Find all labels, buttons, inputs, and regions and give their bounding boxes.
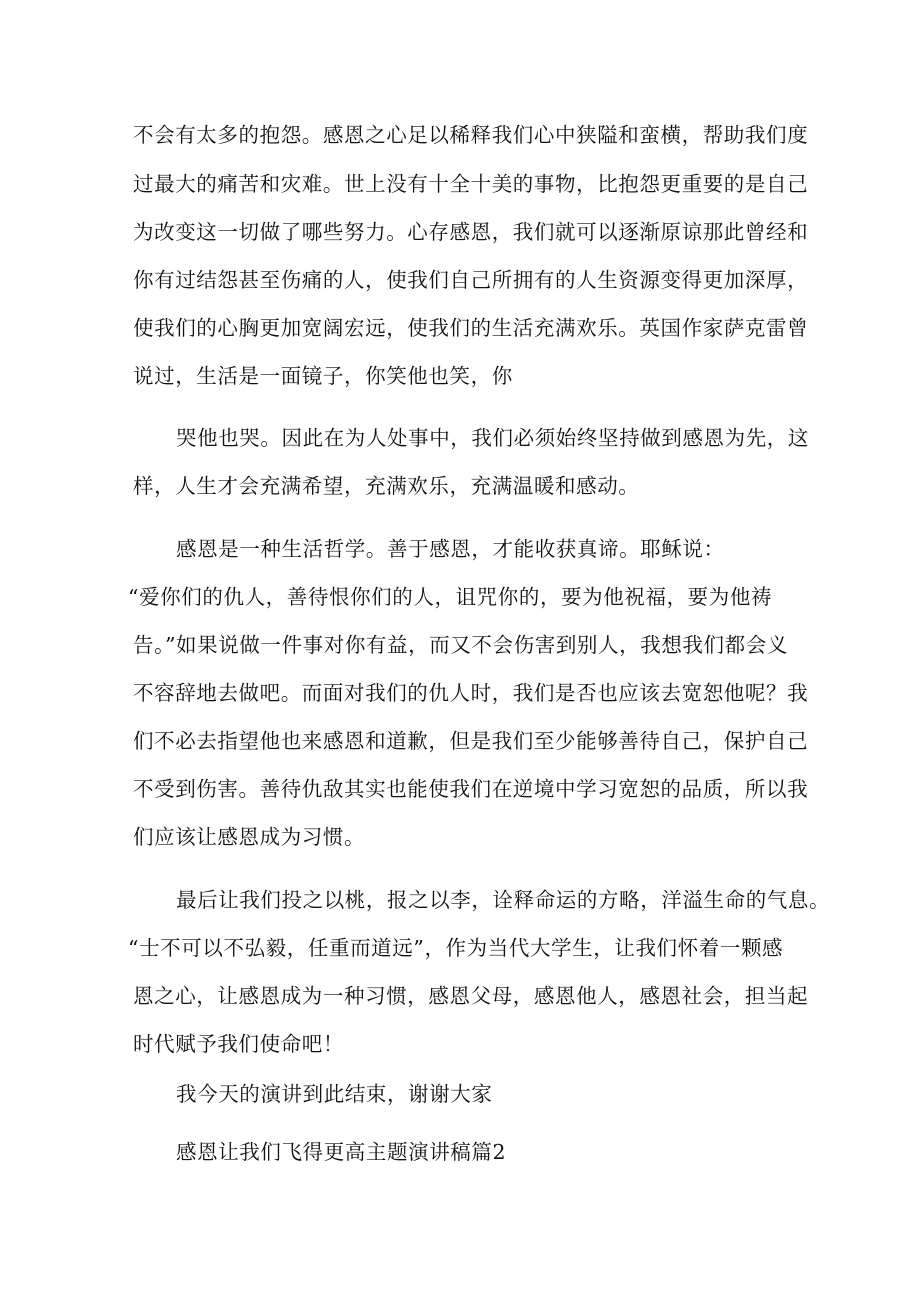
text-line: 恩之心，让感恩成为一种习惯，感恩父母，感恩他人，感恩社会，担当起 [133,984,809,1008]
paragraph-start: 感恩是一种生活哲学。善于感恩，才能收获真谛。耶稣说： [176,537,725,561]
text-line: 们不必去指望他也来感恩和道歉，但是我们至少能够善待自己，保护自己 [133,729,809,753]
text-line: 不会有太多的抱怨。感恩之心足以稀释我们心中狭隘和蛮横，帮助我们度 [133,123,809,147]
text-line: “士不可以不弘毅，任重而道远”，作为当代大学生，让我们怀着一颗感 [128,936,784,960]
text-line: 告。”如果说做一件事对你有益，而又不会伤害到别人，我想我们都会义 [133,633,788,657]
text-line: 说过，生活是一面镜子，你笑他也笑，你 [133,364,513,388]
text-line: 不受到伤害。善待仇敌其实也能使我们在逆境中学习宽恕的品质，所以我 [133,777,809,801]
text-line: “爱你们的仇人，善待恨你们的人，诅咒你的，要为他祝福，要为他祷 [128,585,773,609]
paragraph-start: 哭他也哭。因此在为人处事中，我们必须始终坚持做到感恩为先，这 [176,426,809,450]
paragraph-start: 最后让我们投之以桃，报之以李，诠释命运的方略，洋溢生命的气息。 [176,888,831,912]
text-line: 为改变这一切做了哪些努力。心存感恩，我们就可以逐渐原谅那此曾经和 [133,220,809,244]
text-line: 你有过结怨甚至伤痛的人，使我们自己所拥有的人生资源变得更加深厚， [133,268,809,292]
text-line: 过最大的痛苦和灾难。世上没有十全十美的事物，比抱怨更重要的是自己 [133,172,809,196]
section-heading: 感恩让我们飞得更高主题演讲稿篇2 [176,1140,507,1164]
text-line: 时代赋予我们使命吧！ [133,1032,344,1056]
text-line: 不容辞地去做吧。而面对我们的仇人时，我们是否也应该去宽恕他呢？我 [133,681,809,705]
text-line: 样，人生才会充满希望，充满欢乐，充满温暖和感动。 [133,474,640,498]
text-line: 们应该让感恩成为习惯。 [133,825,366,849]
closing-line: 我今天的演讲到此结束，谢谢大家 [176,1082,493,1106]
text-line: 使我们的心胸更加宽阔宏远，使我们的生活充满欢乐。英国作家萨克雷曾 [133,316,809,340]
